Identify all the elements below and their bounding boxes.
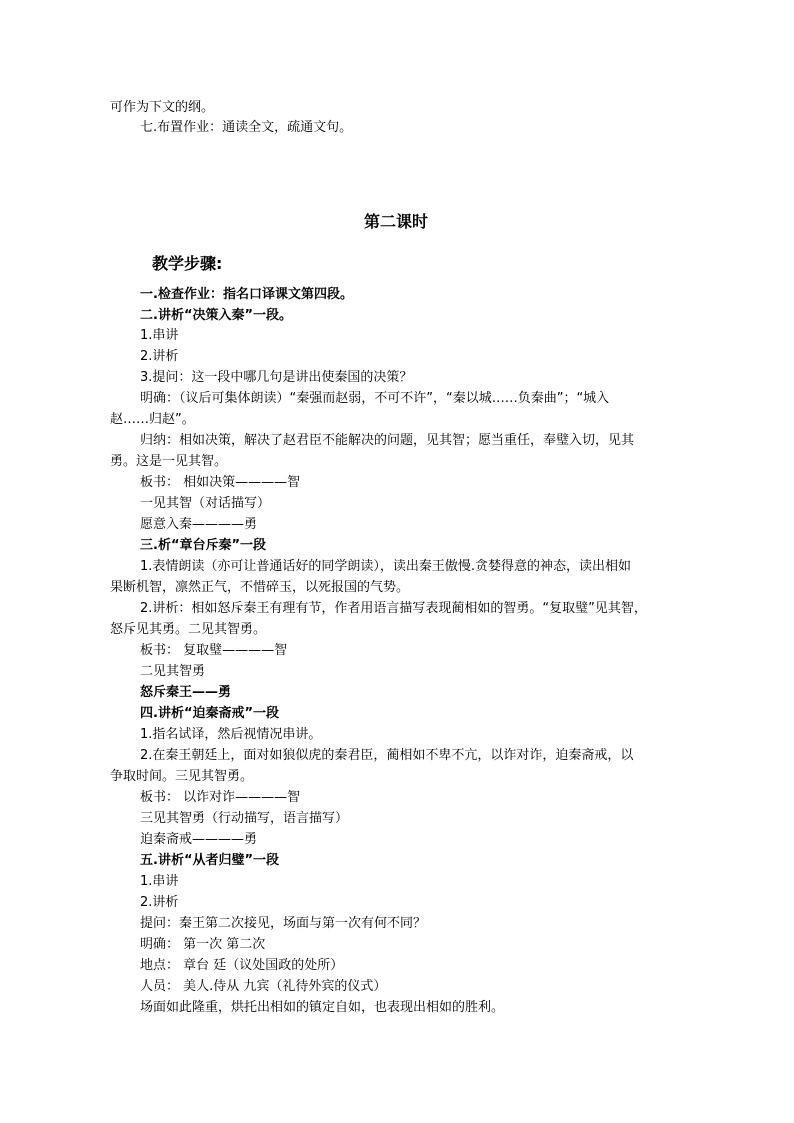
section-2-item-2: 2.讲析 (140, 349, 179, 364)
section-5-answer: 明确： 第一次 第二次 (140, 937, 266, 952)
section-4-item-1: 1.指名试译，然后视情况串讲。 (140, 727, 322, 742)
section-2-board-3: 愿意入秦————勇 (140, 517, 258, 532)
section-3-item-2-line-1: 2.讲析：相如怒斥秦王有理有节，作者用语言描写表现蔺相如的智勇。“复取璧”见其智， (140, 601, 647, 616)
section-3-board-2: 二见其智勇 (140, 664, 206, 679)
section-2-answer-line-2: 赵……归赵”。 (110, 412, 195, 427)
section-2-board-1: 板书： 相如决策————智 (140, 475, 301, 490)
section-2-item-1: 1.串讲 (140, 328, 179, 343)
section-4-board-2: 三见其智勇（行动描写，语言描写） (140, 811, 349, 826)
homework-line: 七.布置作业：通读全文，疏通文句。 (140, 120, 353, 135)
section-3-board-1: 板书： 复取璧————智 (140, 643, 288, 658)
section-5-item-1: 1.串讲 (140, 874, 179, 889)
section-3-board-3: 怒斥秦王——勇 (140, 685, 232, 700)
section-4-board-3: 迫秦斋戒————勇 (140, 832, 258, 847)
section-2-summary-line-2: 勇。这是一见其智。 (110, 454, 228, 469)
section-4-heading: 四.讲析“迫秦斋戒”一段 (140, 706, 280, 721)
section-3-item-2-line-2: 怒斥见其勇。二见其智勇。 (110, 622, 267, 637)
section-5-heading: 五.讲析“从者归璧”一段 (140, 853, 280, 868)
section-1-heading: 一.检查作业：指名口译课文第四段。 (140, 287, 353, 302)
intro-line-1: 可作为下文的纲。 (110, 100, 215, 115)
section-5-conclusion: 场面如此隆重，烘托出相如的镇定自如，也表现出相如的胜利。 (140, 1000, 505, 1015)
section-5-place: 地点： 章台 廷（议处国政的处所） (140, 958, 344, 973)
section-2-heading: 二.讲析“决策入秦”一段。 (140, 308, 293, 323)
section-4-board-1: 板书： 以诈对诈————智 (140, 790, 301, 805)
section-5-item-2: 2.讲析 (140, 895, 179, 910)
section-3-item-1-line-2: 果断机智，凛然正气，不惜碎玉，以死报国的气势。 (110, 580, 410, 595)
steps-heading: 教学步骤: (152, 254, 223, 273)
section-2-board-2: 一见其智（对话描写） (140, 496, 271, 511)
section-2-item-3: 3.提问：这一段中哪几句是讲出使秦国的决策？ (140, 370, 413, 385)
section-5-people: 人员： 美人.侍从 九宾（礼待外宾的仪式） (140, 979, 387, 994)
section-2-summary-line-1: 归纳：相如决策，解决了赵君臣不能解决的问题，见其智；愿当重任，奉璧入切，见其 (140, 433, 635, 448)
section-3-heading: 三.析“章台斥秦”一段 (140, 538, 267, 553)
section-4-item-2-line-2: 争取时间。三见其智勇。 (110, 769, 254, 784)
section-5-question: 提问：秦王第二次接见，场面与第一次有何不同？ (140, 916, 427, 931)
section-2-answer-line-1: 明确：（议后可集体朗读）“秦强而赵弱，不可不许”，“秦以城……负秦曲”；“城入 (140, 391, 610, 406)
section-3-item-1-line-1: 1.表情朗读（亦可让普通话好的同学朗读），读出秦王傲慢.贪婪得意的神态，读出相如 (140, 559, 632, 574)
section-4-item-2-line-1: 2.在秦王朝廷上，面对如狼似虎的秦君臣，蔺相如不卑不亢，以诈对诈，迫秦斋戒，以 (140, 748, 634, 763)
lesson-title: 第二课时 (363, 212, 428, 231)
